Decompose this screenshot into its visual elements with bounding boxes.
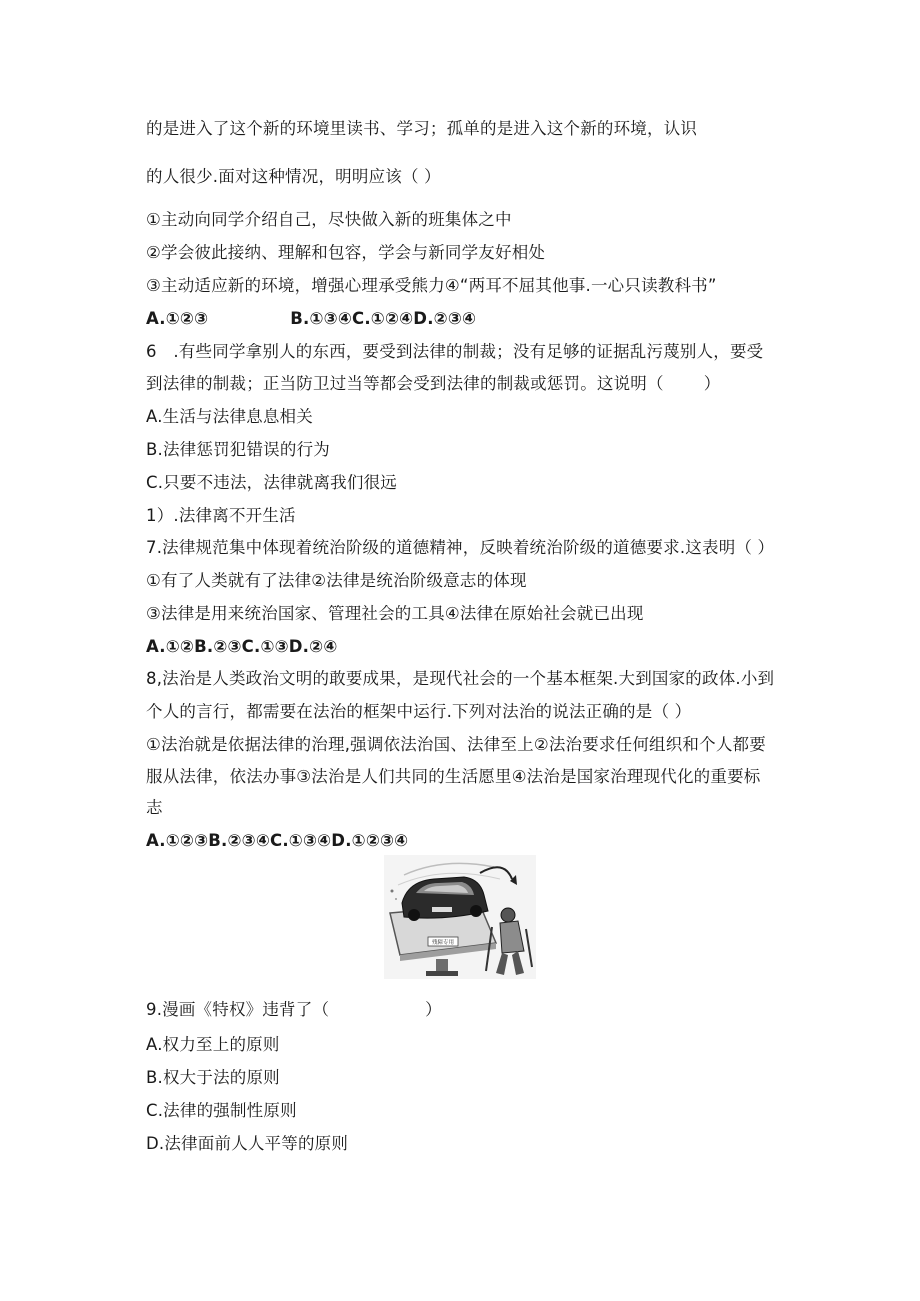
q9-option-c: C.法律的强制性原则	[146, 1101, 297, 1120]
q8-option-line-2: 服从法律，依法办事③法治是人们共同的生活愿里④法治是国家治理现代化的重要标	[146, 767, 761, 786]
q6-stem-line-2	[146, 373, 720, 395]
q6-option-a: A.生活与法律息息相关	[146, 407, 313, 426]
q7-stem: 7.法律规范集中体现着统治阶级的道德精神，反映着统治阶级的道德要求.这表明（ ）	[146, 538, 775, 557]
q6-stem-line-1: 6 .有些同学拿别人的东西，要受到法律的制裁；没有足够的证据乱污蔑别人，要受	[146, 342, 764, 361]
q8-choices: A.①②③B.②③④C.①③④D.①②③④	[146, 831, 409, 850]
q8-option-line-1: ①法治就是依据法律的治理,强调依法治国、法律至上②法治要求任何组织和个人都要	[146, 735, 766, 754]
q7-choices: A.①②B.②③C.①③D.②④	[146, 637, 338, 656]
cartoon-sign-text: 残障专用	[431, 940, 455, 946]
q7-option-2: ③法律是用来统治国家、管理社会的工具④法律在原始社会就已出现	[146, 604, 644, 623]
q5-option-3: ③主动适应新的环境，增强心理承受熊力④“两耳不屈其他事.一心只读教科书”	[146, 276, 717, 295]
q6-stem-line-2-text: 到法律的制裁；正当防卫过当等都会受到法律的制裁或惩罚。这说明（	[146, 374, 664, 393]
q9-close-paren: ）	[425, 1000, 442, 1019]
q6-option-c: C.只要不违法，法律就离我们很远	[146, 473, 397, 492]
q9-option-b: B.权大于法的原则	[146, 1068, 280, 1087]
q9-stem	[146, 999, 442, 1021]
q9-option-a: A.权力至上的原则	[146, 1035, 280, 1054]
q5-choice-bcd: B.①③④C.①②④D.②③④	[290, 309, 477, 328]
q9-option-d: D.法律面前人人平等的原则	[146, 1134, 349, 1153]
q8-option-line-3: 志	[146, 798, 163, 817]
q5-choice-a: A.①②③	[146, 309, 209, 328]
q6-option-b: B.法律惩罚犯错误的行为	[146, 440, 330, 459]
intro-line-1: 的是进入了这个新的环境里读书、学习；孤单的是进入这个新的环境，认识	[146, 119, 698, 138]
q9-stem-text: 9.漫画《特权》违背了（	[146, 1000, 330, 1019]
q5-choices	[146, 308, 476, 330]
intro-line-2: 的人很少.面对这种情况，明明应该（ ）	[146, 167, 441, 186]
q6-option-d: 1）.法律离不开生活	[146, 506, 296, 525]
q6-close-paren: ）	[703, 374, 721, 393]
privilege-cartoon-image	[384, 855, 536, 979]
q7-option-1: ①有了人类就有了法律②法律是统治阶级意志的体现	[146, 571, 527, 590]
q5-option-1: ①主动向同学介绍自己，尽快做入新的班集体之中	[146, 210, 512, 229]
q5-option-2: ②学会彼此接纳、理解和包容，学会与新同学友好相处	[146, 243, 546, 262]
q8-stem-line-1: 8,法治是人类政治文明的敢要成果，是现代社会的一个基本框架.大到国家的政体.小到	[146, 669, 775, 688]
q8-stem-line-2: 个人的言行，都需要在法治的框架中运行.下列对法治的说法正确的是（ ）	[146, 702, 692, 721]
